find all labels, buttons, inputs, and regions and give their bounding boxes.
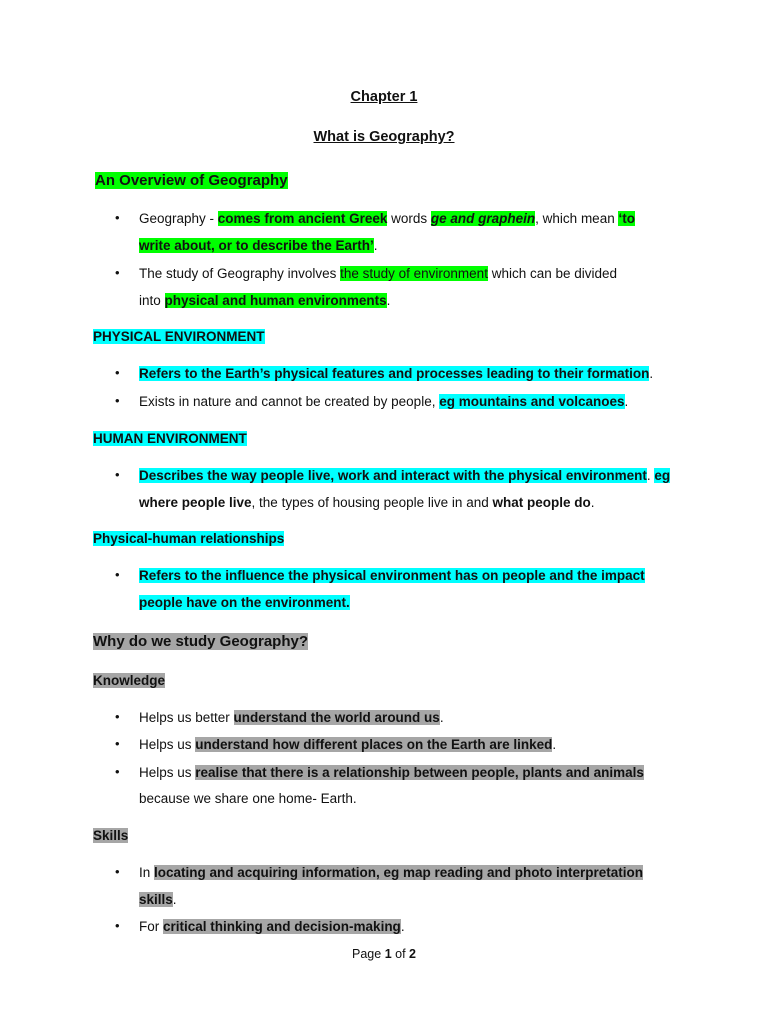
knowledge-bullet-2 bbox=[139, 736, 556, 754]
text-run: into bbox=[139, 293, 165, 308]
bullet-icon: • bbox=[115, 393, 120, 408]
bullet-icon: • bbox=[115, 736, 120, 751]
highlight-run: write about, or to describe the Earth’ bbox=[139, 238, 374, 253]
knowledge-bullet-3-line-1 bbox=[139, 764, 644, 782]
text-run: . bbox=[373, 238, 378, 253]
text-run: . bbox=[649, 366, 654, 381]
text-run: Helps us bbox=[139, 765, 196, 780]
human-heading-text: HUMAN ENVIRONMENT bbox=[93, 431, 247, 446]
text-run: The study of Geography involves bbox=[139, 266, 341, 281]
relationships-heading-text: Physical-human relationships bbox=[93, 531, 285, 546]
knowledge-bullet-1 bbox=[139, 709, 444, 727]
text-run: . bbox=[400, 919, 405, 934]
physical-heading-text: PHYSICAL ENVIRONMENT bbox=[93, 329, 265, 344]
text-run: , which mean bbox=[535, 211, 619, 226]
knowledge-bullet-3-line-2 bbox=[139, 790, 357, 808]
text-run: Helps us better bbox=[139, 710, 234, 725]
page-number-footer bbox=[0, 947, 768, 961]
highlight-run: comes from ancient Greek bbox=[217, 211, 388, 226]
highlight-run: critical thinking and decision-making bbox=[163, 919, 401, 934]
highlight-run: understand the world around us bbox=[233, 710, 440, 725]
total-pages: 2 bbox=[409, 947, 416, 961]
skills-bullet-2 bbox=[139, 918, 405, 936]
bullet-icon: • bbox=[115, 467, 120, 482]
text-run: . bbox=[590, 495, 595, 510]
human-bullet-1-line-2 bbox=[139, 494, 595, 512]
highlight-run: Refers to the influence the physical environment has on people and the impact bbox=[139, 568, 645, 583]
highlight-run: physical and human environments bbox=[164, 293, 387, 308]
overview-heading bbox=[95, 170, 288, 192]
text-run: . bbox=[439, 710, 444, 725]
page-title: What is Geography? bbox=[313, 129, 455, 145]
human-bullet-1-line-1 bbox=[139, 467, 670, 485]
bullet-icon: • bbox=[115, 864, 120, 879]
text-run: Geography - bbox=[139, 211, 218, 226]
text-run: . bbox=[386, 293, 391, 308]
bullet-icon: • bbox=[115, 764, 120, 779]
physical-bullet-1 bbox=[139, 365, 653, 383]
text-run: . bbox=[624, 394, 629, 409]
why-heading bbox=[93, 631, 308, 653]
bullet-icon: • bbox=[115, 709, 120, 724]
physical-bullet-2 bbox=[139, 393, 628, 411]
highlight-run: ge and bbox=[430, 211, 479, 226]
text-run: because we share one home- Earth. bbox=[139, 791, 357, 806]
skills-heading-text: Skills bbox=[93, 828, 129, 843]
relationships-bullet-1-line-2 bbox=[139, 594, 350, 612]
overview-heading-text: An Overview of Geography bbox=[95, 172, 288, 189]
highlight-run: locating and acquiring information, eg map reading and photo interpretation bbox=[154, 865, 644, 880]
text-run: words bbox=[387, 211, 431, 226]
skills-bullet-1-line-1 bbox=[139, 864, 643, 882]
bullet-icon: • bbox=[115, 567, 120, 582]
highlight-run: realise that there is a relationship between people, plants and animals bbox=[195, 765, 644, 780]
highlight-run: skills bbox=[139, 892, 173, 907]
bullet-icon: • bbox=[115, 365, 120, 380]
text-run: For bbox=[139, 919, 164, 934]
overview-bullet-1-line-1 bbox=[139, 210, 635, 228]
why-heading-text: Why do we study Geography? bbox=[93, 633, 309, 650]
highlight-run: Describes the way people live, work and interact with the physical environment bbox=[139, 468, 647, 483]
bullet-icon: • bbox=[115, 918, 120, 933]
text-run: Helps us bbox=[139, 737, 196, 752]
current-page: 1 bbox=[384, 947, 392, 961]
bold-run: what people do bbox=[492, 495, 591, 510]
text-run: which can be divided bbox=[487, 266, 618, 281]
bold-run: where people live bbox=[139, 495, 252, 510]
highlight-run: the study of environment bbox=[340, 266, 488, 281]
highlight-run: graphein bbox=[478, 211, 536, 226]
chapter-title: Chapter 1 bbox=[350, 89, 418, 105]
physical-heading bbox=[93, 328, 265, 346]
human-heading bbox=[93, 430, 247, 448]
highlight-run: people have on the environment. bbox=[139, 595, 350, 610]
overview-bullet-2-line-1 bbox=[139, 265, 617, 283]
skills-heading bbox=[93, 827, 128, 845]
highlight-run: Refers to the Earth’s physical features and processes leading to their formation bbox=[139, 366, 650, 381]
text-run: of bbox=[391, 947, 410, 961]
highlight-run: understand how different places on the Earth are linked bbox=[195, 737, 553, 752]
knowledge-heading bbox=[93, 672, 165, 690]
text-run: . bbox=[646, 468, 655, 483]
highlight-run: eg bbox=[654, 468, 671, 483]
bullet-icon: • bbox=[115, 210, 120, 225]
relationships-heading bbox=[93, 530, 284, 548]
relationships-bullet-1-line-1 bbox=[139, 567, 645, 585]
overview-bullet-2-line-2 bbox=[139, 292, 390, 310]
text-run: In bbox=[139, 865, 155, 880]
highlight-run: eg mountains and volcanoes bbox=[439, 394, 625, 409]
text-run: , the types of housing people live in and bbox=[251, 495, 493, 510]
highlight-run: ‘to bbox=[618, 211, 635, 226]
knowledge-heading-text: Knowledge bbox=[93, 673, 166, 688]
text-run: . bbox=[552, 737, 557, 752]
text-run: . bbox=[172, 892, 177, 907]
bullet-icon: • bbox=[115, 265, 120, 280]
text-run: Exists in nature and cannot be created by people, bbox=[139, 394, 440, 409]
skills-bullet-1-line-2 bbox=[139, 891, 177, 909]
text-run: Page bbox=[352, 947, 385, 961]
overview-bullet-1-line-2 bbox=[139, 237, 378, 255]
